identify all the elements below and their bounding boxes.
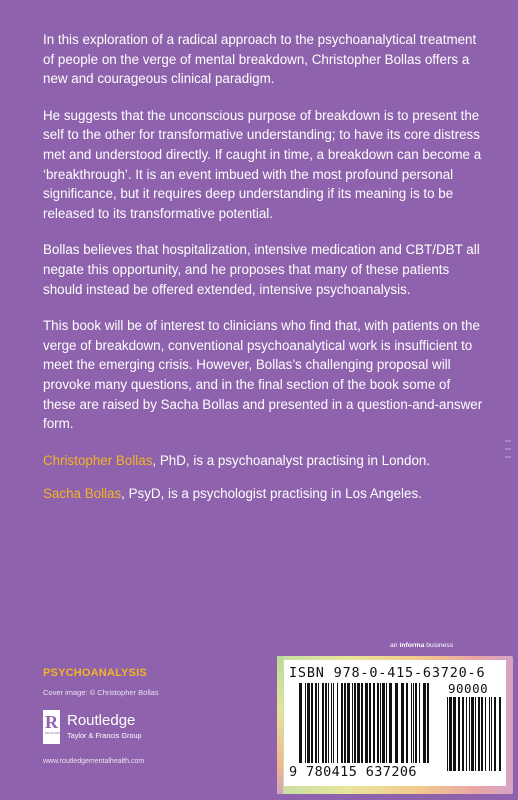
blurb-paragraph-4: This book will be of interest to clinicians who find that, with patients on the verge of breakdown, conventional psychoanalytical work is insufficient to meet the emerging crisis. However, Bollas’s challenging proposal will provoke many questions, and in the final section of the book some of these are raised by Sacha Bollas and presented in a question-and-answer form.	[43, 318, 483, 432]
author-name: Sacha Bollas	[43, 486, 122, 502]
logo-letter: R	[45, 712, 58, 732]
publisher-group: Taylor & Francis Group	[67, 731, 142, 740]
informa-prefix: an	[390, 642, 398, 649]
author-name: Christopher Bollas	[43, 452, 153, 468]
publisher-website: www.routledgementalhealth.com	[43, 758, 145, 765]
category-label: PSYCHOANALYSIS	[43, 667, 147, 679]
isbn-text: ISBN 978-0-415-63720-6	[289, 665, 486, 681]
informa-suffix: business	[424, 642, 454, 649]
author-bio-christopher	[43, 451, 483, 471]
edge-decoration	[505, 440, 513, 480]
publisher-logo	[43, 710, 203, 750]
informa-tagline	[390, 642, 453, 649]
author-bio-sacha	[43, 484, 483, 504]
ean-digits: 9 780415 637206	[289, 764, 417, 780]
blurb-paragraph-2: He suggests that the unconscious purpose of breakdown is to present the self to the other for transformative understanding; to have its core distress met and understood directly. If caught in time, a breakdown can become a ‘breakthrough’. It is an event imbued with the most profound personal significance, but it requires deep understanding if its meaning is to be released to its transformative potential.	[43, 107, 482, 221]
price-code: 90000	[448, 681, 489, 696]
ean-barcode-icon	[299, 683, 429, 763]
cover-credit: Cover image: © Christopher Bollas	[43, 688, 159, 697]
addon-barcode-icon	[447, 697, 502, 771]
blurb	[43, 30, 483, 518]
blurb-paragraph-3: Bollas believes that hospitalization, intensive medication and CBT/DBT all negate this opportunity, and he proposes that many of these patients should instead be offered extended, intensive psychoanalysis.	[43, 242, 480, 297]
routledge-logo-icon	[43, 710, 64, 744]
blurb-paragraph-1: In this exploration of a radical approach to the psychoanalytical treatment of people on the verge of mental breakdown, Christopher Bollas offers a new and courageous clinical paradigm.	[43, 32, 477, 87]
publisher-name: Routledge	[67, 712, 136, 729]
author-bio-text: , PhD, is a psychoanalyst practising in London.	[152, 452, 431, 468]
author-bio-text: , PsyD, is a psychologist practising in Los Angeles.	[121, 486, 422, 502]
informa-brand: informa	[399, 642, 425, 649]
logo-vertical-text: ROUTLEDGE	[45, 731, 64, 735]
